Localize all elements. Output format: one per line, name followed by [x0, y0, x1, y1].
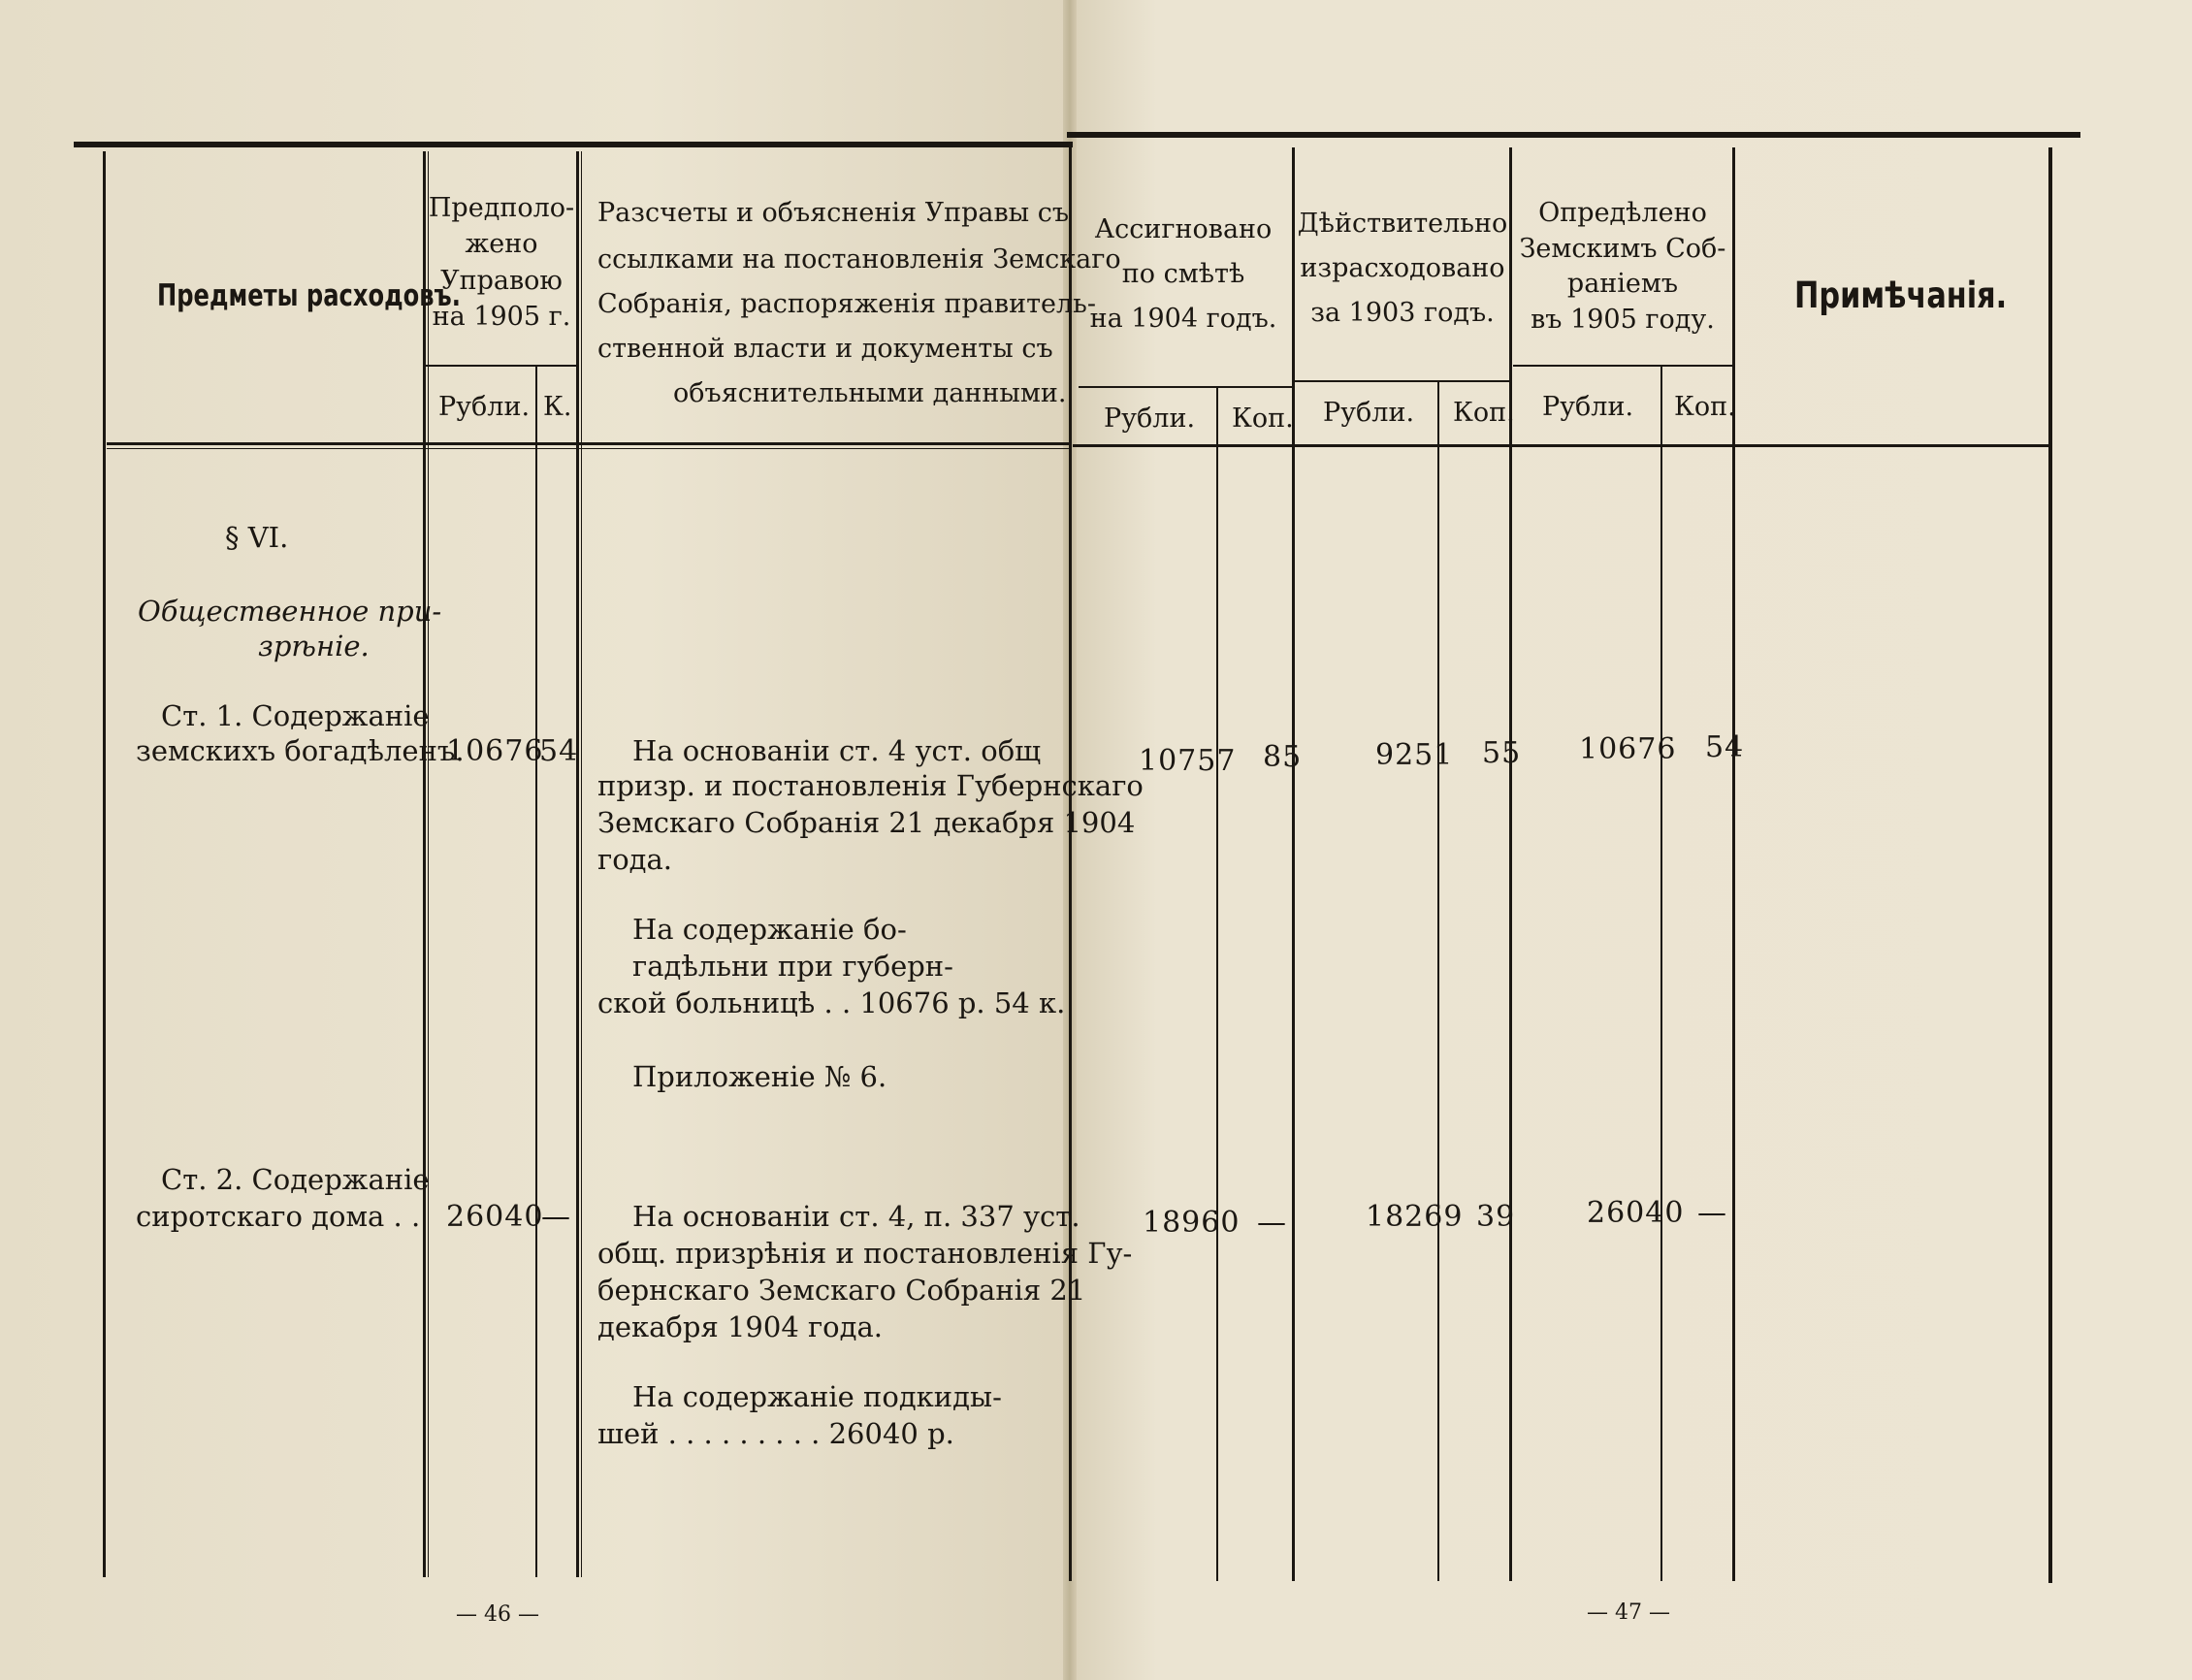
section-number: § VI. — [225, 521, 289, 554]
row-1-proposed-rubles: 10676 — [446, 734, 544, 768]
row-1-proposed-kop: 54 — [539, 734, 579, 768]
page-number-right: — 47 — — [1587, 1600, 1670, 1625]
row-1-explanation-line-3: Земскаго Собранія 21 декабря 1904 — [597, 806, 1136, 839]
header-proposed-line: Управою — [440, 265, 563, 296]
row-2-proposed-kop: — — [541, 1200, 571, 1234]
row-1-determined-kop: 54 — [1705, 730, 1745, 764]
page-number-left: — 46 — — [456, 1602, 539, 1627]
header-proposed-line: на 1905 г. — [432, 301, 571, 332]
header-spent — [1296, 202, 1509, 336]
header-explanations-line-2: ссылками на постановленія Земскаго — [597, 244, 1121, 275]
header-proposed-line: жено — [465, 229, 538, 260]
row-1-explanation-line-2: призр. и постановленія Губернскаго — [597, 769, 1144, 802]
header-assigned-line: на 1904 годъ. — [1089, 303, 1277, 334]
row-1-appendix: Приложеніе № 6. — [632, 1060, 887, 1093]
header-proposed-line: Предполо- — [428, 193, 575, 223]
row-1-explanation-line-1: На основаніи ст. 4 уст. общ — [632, 734, 1042, 767]
col-rule-spent-kop — [1437, 382, 1439, 1581]
top-rule-right — [1067, 132, 2080, 138]
row-1-detail-line-1: На содержаніе бо- — [632, 913, 907, 946]
col-rule-proposed-kop — [535, 365, 537, 1577]
header-assigned-kop: Коп. — [1232, 404, 1294, 434]
header-proposed-kop: К. — [543, 392, 572, 422]
header-determined-kop: Коп. — [1674, 392, 1736, 422]
header-spent-line: израсходовано — [1300, 252, 1505, 283]
col-rule-items-2 — [428, 151, 429, 1577]
subhead-rule-spent — [1294, 380, 1509, 382]
header-determined — [1513, 196, 1732, 339]
header-explanations-line-4: ственной власти и документы съ — [597, 334, 1053, 364]
col-rule-determined-kop — [1660, 367, 1662, 1581]
top-rule-left — [74, 142, 1073, 147]
row-2-proposed-rubles: 26040 — [446, 1200, 544, 1234]
header-determined-rubles: Рубли. — [1542, 392, 1634, 422]
row-2-explanation-line-2: общ. призрѣнія и постановленія Гу- — [597, 1237, 1133, 1270]
section-title-line-1: Общественное при- — [138, 595, 442, 628]
col-rule-right-edge — [2048, 147, 2052, 1583]
row-2-item-line-1: Ст. 2. Содержаніе — [161, 1163, 430, 1196]
col-rule-assigned — [1292, 147, 1295, 1581]
header-spent-line: Дѣйствительно — [1297, 209, 1508, 239]
header-spent-kop: Коп. — [1453, 398, 1515, 428]
subhead-rule-determined — [1513, 365, 1734, 367]
col-rule-explanations — [1069, 145, 1072, 1581]
row-2-determined-kop: — — [1697, 1196, 1727, 1230]
header-proposed-rubles: Рубли. — [438, 392, 531, 422]
header-determined-line: Земскимъ Соб- — [1519, 233, 1726, 264]
header-explanations-line-5: объяснительными данными. — [673, 378, 1067, 408]
row-1-assigned-rubles: 10757 — [1139, 744, 1237, 778]
header-explanations-line-3: Собранія, распоряженія правитель- — [597, 289, 1096, 319]
header-rule-left — [107, 442, 1071, 445]
header-determined-line: Опредѣлено — [1538, 198, 1707, 228]
header-explanations-line-1: Разсчеты и объясненія Управы съ — [597, 198, 1070, 228]
header-determined-line: въ 1905 году. — [1531, 305, 1715, 336]
header-determined-line: раніемъ — [1566, 269, 1679, 300]
section-title-line-2: зрѣніе. — [258, 630, 370, 662]
row-1-item-line-1: Ст. 1. Содержаніе — [161, 699, 430, 732]
subhead-rule-proposed — [425, 365, 578, 367]
row-2-assigned-kop: — — [1257, 1206, 1287, 1240]
row-1-assigned-kop: 85 — [1263, 740, 1303, 774]
header-assigned-line: по смѣтѣ — [1121, 258, 1245, 289]
row-1-determined-rubles: 10676 — [1579, 732, 1677, 766]
header-rule-left-2 — [107, 448, 1071, 449]
col-rule-proposed-2 — [581, 151, 582, 1577]
row-2-explanation-line-3: бернскаго Земскаго Собранія 21 — [597, 1274, 1086, 1307]
row-2-explanation-line-4: декабря 1904 года. — [597, 1310, 884, 1343]
row-1-item-line-2: земскихъ богадѣленъ. — [136, 734, 465, 767]
row-1-detail-line-2: гадѣльни при губерн- — [632, 950, 953, 983]
header-proposed — [427, 190, 576, 335]
row-2-detail-line-1: На содержаніе подкиды- — [632, 1380, 1002, 1413]
header-notes: Примѣчанія. — [1794, 275, 2008, 316]
header-spent-line: за 1903 годъ. — [1310, 297, 1495, 328]
col-rule-items — [423, 151, 426, 1577]
col-rule-assigned-kop — [1216, 388, 1218, 1581]
row-2-assigned-rubles: 18960 — [1143, 1206, 1241, 1240]
header-items: Предметы расходовъ. — [157, 278, 461, 313]
header-spent-rubles: Рубли. — [1323, 398, 1415, 428]
col-rule-proposed — [576, 151, 579, 1577]
col-rule-determined — [1732, 147, 1735, 1581]
col-rule-spent — [1509, 147, 1512, 1581]
header-assigned-rubles: Рубли. — [1104, 404, 1196, 434]
row-1-detail-line-3: ской больницѣ . . 10676 р. 54 к. — [597, 986, 1066, 1019]
header-assigned — [1075, 208, 1292, 341]
col-rule-left-edge — [103, 151, 106, 1577]
row-1-spent-rubles: 9251 — [1375, 738, 1454, 772]
row-2-spent-kop: 39 — [1476, 1200, 1516, 1234]
row-2-explanation-line-1: На основаніи ст. 4, п. 337 уст. — [632, 1200, 1080, 1233]
header-assigned-line: Ассигновано — [1094, 214, 1273, 244]
row-2-determined-rubles: 26040 — [1587, 1196, 1685, 1230]
row-2-spent-rubles: 18269 — [1366, 1200, 1464, 1234]
row-1-explanation-line-4: года. — [597, 843, 673, 876]
subhead-rule-assigned — [1079, 386, 1294, 388]
header-rule-right — [1073, 444, 2052, 447]
row-2-detail-line-2: шей . . . . . . . . . 26040 р. — [597, 1417, 954, 1450]
row-1-spent-kop: 55 — [1482, 736, 1522, 770]
row-2-item-line-2: сиротскаго дома . . — [136, 1200, 421, 1233]
